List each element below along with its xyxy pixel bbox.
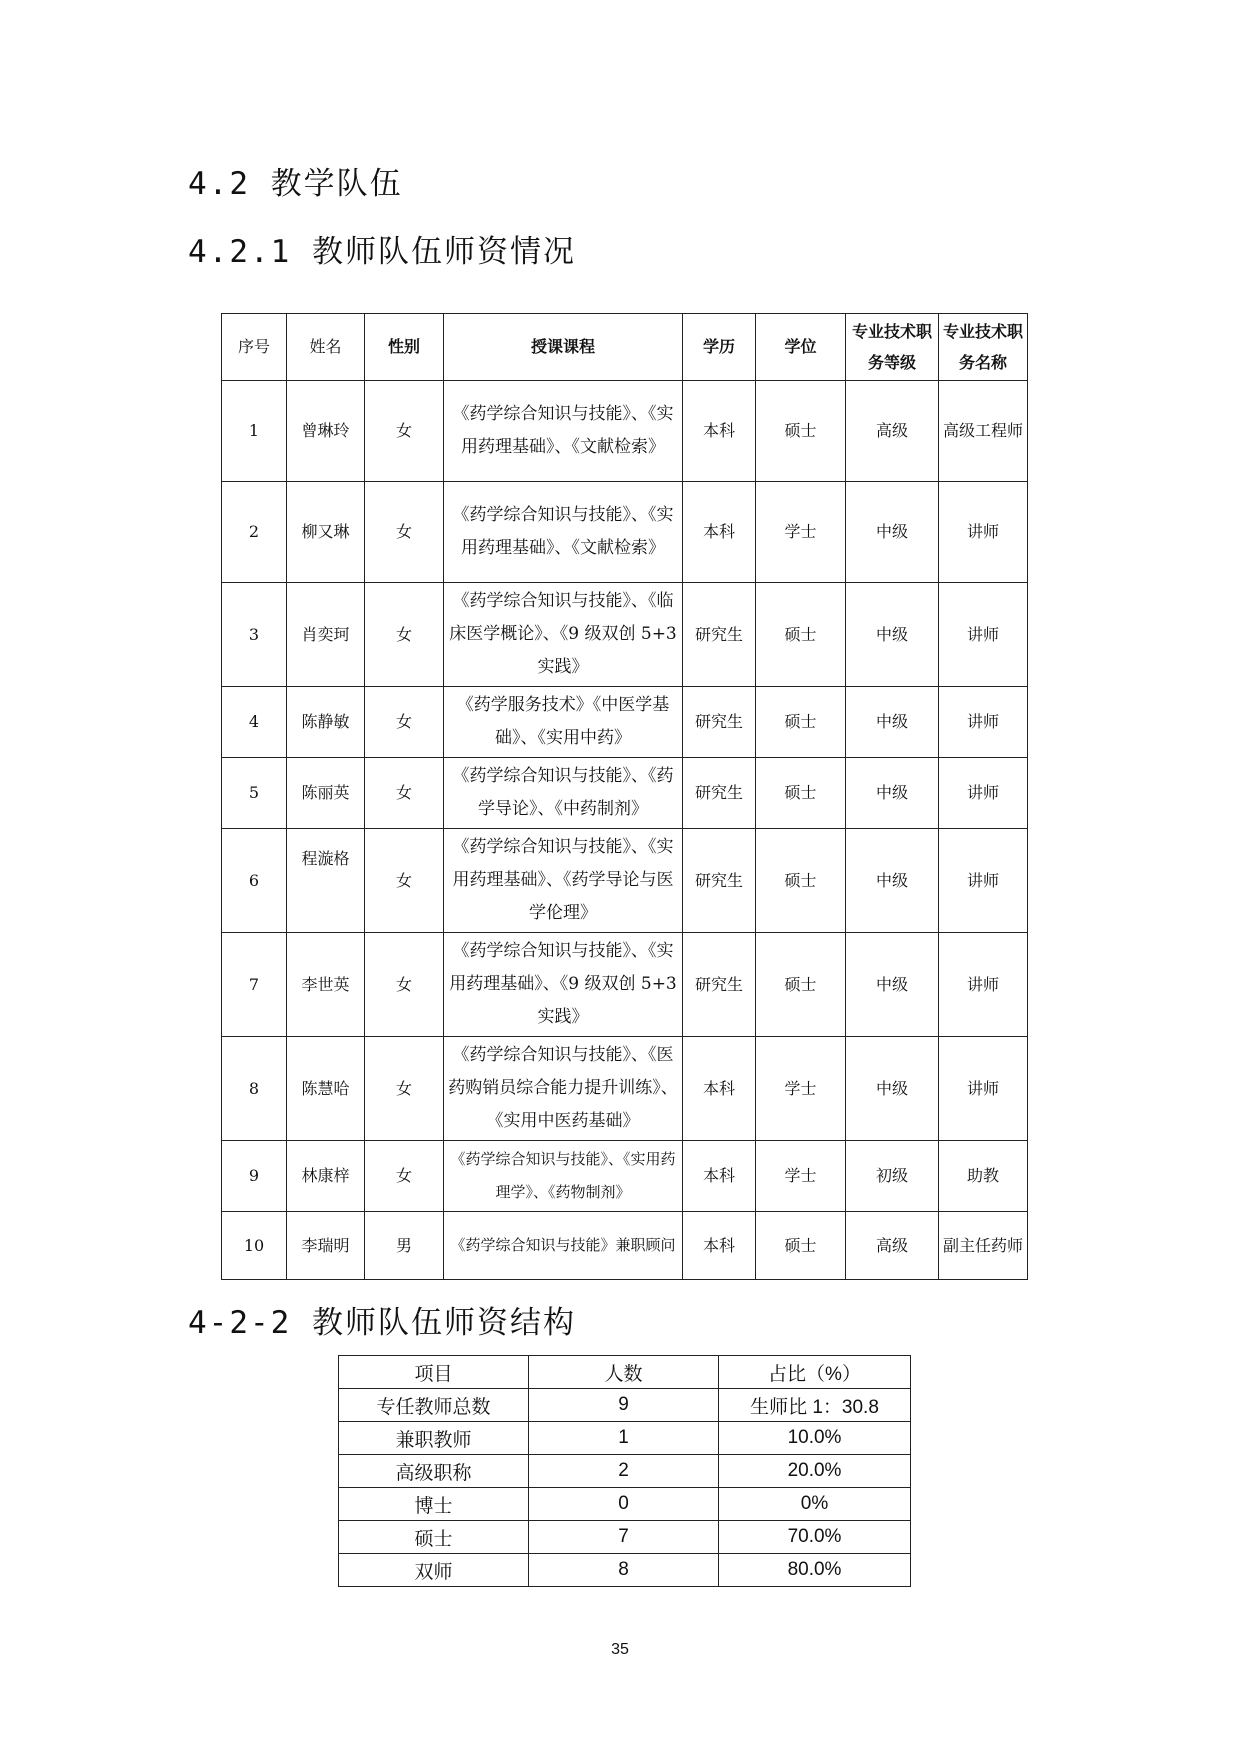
cell-title: 助教	[939, 1141, 1028, 1212]
header-gender: 性别	[365, 314, 444, 381]
cell-education: 本科	[683, 1141, 756, 1212]
cell-ratio: 70.0%	[719, 1521, 911, 1554]
table-row	[339, 1521, 911, 1554]
cell-name: 肖奕珂	[287, 583, 365, 687]
cell-grade: 高级	[846, 381, 939, 482]
cell-ratio: 生师比 1：30.8	[719, 1389, 911, 1422]
cell-title: 讲师	[939, 583, 1028, 687]
cell-education: 研究生	[683, 829, 756, 933]
cell-gender: 女	[365, 687, 444, 758]
cell-name: 陈静敏	[287, 687, 365, 758]
cell-name: 柳又琳	[287, 482, 365, 583]
cell-gender: 女	[365, 933, 444, 1037]
faculty-header-row	[222, 314, 1028, 381]
cell-grade: 中级	[846, 933, 939, 1037]
table-row	[339, 1422, 911, 1455]
table-row	[222, 482, 1028, 583]
cell-title: 讲师	[939, 687, 1028, 758]
cell-courses: 《药学综合知识与技能》、《医药购销员综合能力提升训练》、《实用中医药基础》	[444, 1037, 683, 1141]
structure-table	[338, 1355, 911, 1587]
table-row	[339, 1488, 911, 1521]
section-heading: 4.2 教学队伍	[188, 166, 403, 202]
table-row	[222, 583, 1028, 687]
cell-name: 曾琳玲	[287, 381, 365, 482]
header-degree: 学位	[756, 314, 846, 381]
subsection-heading: 4.2.1 教师队伍师资情况	[188, 234, 576, 270]
header-no: 序号	[222, 314, 287, 381]
cell-count: 9	[529, 1389, 719, 1422]
cell-education: 本科	[683, 381, 756, 482]
table-row	[222, 758, 1028, 829]
cell-no: 9	[222, 1141, 287, 1212]
cell-ratio: 0%	[719, 1488, 911, 1521]
cell-gender: 女	[365, 583, 444, 687]
cell-title: 讲师	[939, 482, 1028, 583]
cell-name: 林康梓	[287, 1141, 365, 1212]
cell-grade: 高级	[846, 1212, 939, 1280]
header-education: 学历	[683, 314, 756, 381]
cell-courses: 《药学综合知识与技能》、《药学导论》、《中药制剂》	[444, 758, 683, 829]
cell-courses: 《药学综合知识与技能》、《实用药理学》、《药物制剂》	[444, 1141, 683, 1212]
cell-name: 程漩格	[287, 829, 365, 933]
header-name: 姓名	[287, 314, 365, 381]
cell-name: 陈丽英	[287, 758, 365, 829]
cell-name: 李瑞明	[287, 1212, 365, 1280]
cell-no: 1	[222, 381, 287, 482]
cell-education: 本科	[683, 482, 756, 583]
header-grade: 专业技术职务等级	[846, 314, 939, 381]
cell-degree: 学士	[756, 482, 846, 583]
cell-courses: 《药学综合知识与技能》、《实用药理基础》、《文献检索》	[444, 482, 683, 583]
structure-heading: 4-2-2 教师队伍师资结构	[188, 1305, 576, 1341]
cell-no: 6	[222, 829, 287, 933]
cell-degree: 硕士	[756, 829, 846, 933]
cell-title: 讲师	[939, 829, 1028, 933]
cell-education: 本科	[683, 1037, 756, 1141]
cell-education: 研究生	[683, 933, 756, 1037]
cell-no: 3	[222, 583, 287, 687]
cell-education: 研究生	[683, 687, 756, 758]
header-ratio: 占比（%）	[719, 1356, 911, 1389]
cell-item: 高级职称	[339, 1455, 529, 1488]
cell-no: 10	[222, 1212, 287, 1280]
cell-gender: 女	[365, 1037, 444, 1141]
page-number: 35	[611, 1641, 629, 1658]
cell-title: 副主任药师	[939, 1212, 1028, 1280]
cell-courses: 《药学综合知识与技能》、《实用药理基础》、《9 级双创 5+3 实践》	[444, 933, 683, 1037]
cell-no: 4	[222, 687, 287, 758]
table-row	[222, 933, 1028, 1037]
cell-no: 7	[222, 933, 287, 1037]
cell-count: 7	[529, 1521, 719, 1554]
cell-title: 高级工程师	[939, 381, 1028, 482]
cell-item: 双师	[339, 1554, 529, 1587]
structure-header-row	[339, 1356, 911, 1389]
cell-degree: 硕士	[756, 687, 846, 758]
cell-gender: 女	[365, 1141, 444, 1212]
cell-count: 0	[529, 1488, 719, 1521]
cell-gender: 女	[365, 482, 444, 583]
cell-courses: 《药学服务技术》《中医学基础》、《实用中药》	[444, 687, 683, 758]
faculty-table	[221, 313, 1028, 1280]
cell-no: 8	[222, 1037, 287, 1141]
cell-degree: 硕士	[756, 758, 846, 829]
header-count: 人数	[529, 1356, 719, 1389]
cell-item: 专任教师总数	[339, 1389, 529, 1422]
cell-no: 2	[222, 482, 287, 583]
cell-grade: 中级	[846, 687, 939, 758]
cell-degree: 硕士	[756, 583, 846, 687]
cell-degree: 学士	[756, 1037, 846, 1141]
cell-degree: 硕士	[756, 381, 846, 482]
table-row	[339, 1389, 911, 1422]
cell-title: 讲师	[939, 758, 1028, 829]
table-row	[339, 1455, 911, 1488]
cell-ratio: 10.0%	[719, 1422, 911, 1455]
cell-item: 博士	[339, 1488, 529, 1521]
cell-title: 讲师	[939, 1037, 1028, 1141]
table-row	[222, 829, 1028, 933]
cell-no: 5	[222, 758, 287, 829]
table-row	[222, 1141, 1028, 1212]
header-courses: 授课课程	[444, 314, 683, 381]
table-row	[222, 1212, 1028, 1280]
cell-grade: 中级	[846, 482, 939, 583]
cell-degree: 硕士	[756, 1212, 846, 1280]
cell-gender: 女	[365, 381, 444, 482]
cell-courses: 《药学综合知识与技能》、《实用药理基础》、《药学导论与医学伦理》	[444, 829, 683, 933]
cell-degree: 学士	[756, 1141, 846, 1212]
cell-grade: 中级	[846, 758, 939, 829]
cell-grade: 中级	[846, 1037, 939, 1141]
cell-courses: 《药学综合知识与技能》兼职顾问	[444, 1212, 683, 1280]
cell-education: 研究生	[683, 583, 756, 687]
cell-name: 陈慧哈	[287, 1037, 365, 1141]
cell-name: 李世英	[287, 933, 365, 1037]
table-row	[222, 381, 1028, 482]
cell-ratio: 20.0%	[719, 1455, 911, 1488]
cell-degree: 硕士	[756, 933, 846, 1037]
cell-education: 本科	[683, 1212, 756, 1280]
cell-title: 讲师	[939, 933, 1028, 1037]
header-item: 项目	[339, 1356, 529, 1389]
table-row	[222, 687, 1028, 758]
cell-gender: 男	[365, 1212, 444, 1280]
cell-gender: 女	[365, 829, 444, 933]
cell-item: 兼职教师	[339, 1422, 529, 1455]
cell-count: 2	[529, 1455, 719, 1488]
cell-ratio: 80.0%	[719, 1554, 911, 1587]
cell-item: 硕士	[339, 1521, 529, 1554]
cell-grade: 中级	[846, 829, 939, 933]
table-row	[339, 1554, 911, 1587]
cell-courses: 《药学综合知识与技能》、《实用药理基础》、《文献检索》	[444, 381, 683, 482]
cell-gender: 女	[365, 758, 444, 829]
cell-grade: 中级	[846, 583, 939, 687]
header-title: 专业技术职务名称	[939, 314, 1028, 381]
cell-education: 研究生	[683, 758, 756, 829]
cell-grade: 初级	[846, 1141, 939, 1212]
cell-courses: 《药学综合知识与技能》、《临床医学概论》、《9 级双创 5+3 实践》	[444, 583, 683, 687]
cell-count: 8	[529, 1554, 719, 1587]
cell-count: 1	[529, 1422, 719, 1455]
table-row	[222, 1037, 1028, 1141]
